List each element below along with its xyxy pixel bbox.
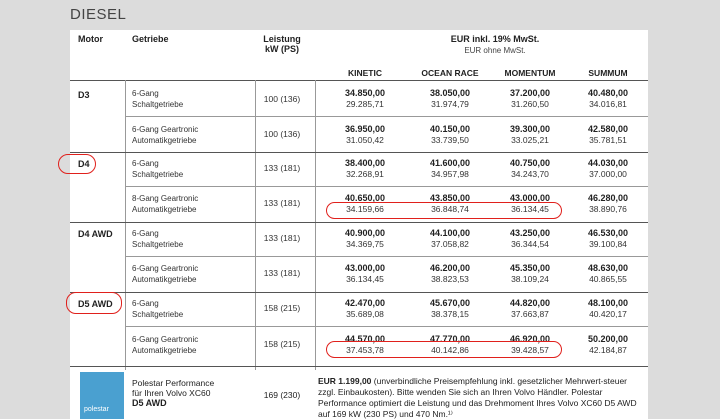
price-gross: 42.580,00 [587, 124, 629, 134]
gear-d4awd-manual [132, 228, 183, 250]
power: 133 (181) [263, 233, 301, 243]
annotation-oval-d5awd [66, 292, 122, 314]
header-leistung-unit: kW (PS) [264, 44, 299, 54]
gear-label: Schaltgetriebe [132, 310, 184, 319]
price-gross: 44.100,00 [429, 228, 471, 238]
gear-label: Schaltgetriebe [132, 100, 184, 109]
polestar-price-text [318, 376, 646, 419]
gear-label: Schaltgetriebe [132, 240, 184, 249]
price-net: 31.050,42 [346, 135, 384, 145]
price-cell [568, 158, 648, 180]
price-cell [568, 298, 648, 320]
price-net: 32.268,91 [346, 169, 384, 179]
price-cell [325, 158, 405, 180]
gear-label: Automatikgetriebe [132, 205, 197, 214]
price-net: 37.000,00 [589, 169, 627, 179]
price-net: 37.663,87 [511, 309, 549, 319]
price-cell [410, 228, 490, 250]
power: 100 (136) [263, 129, 301, 139]
price-gross: 48.630,00 [587, 263, 629, 273]
price-net: 35.781,51 [589, 135, 627, 145]
price-net: 40.865,55 [589, 274, 627, 284]
price-cell [410, 298, 490, 320]
gear-label: 6-Gang Geartronic [132, 264, 199, 273]
polestar-power: 169 (230) [263, 390, 301, 400]
polestar-description [132, 378, 214, 408]
price-gross: 34.850,00 [344, 88, 386, 98]
divider [70, 222, 648, 223]
price-net: 35.689,08 [346, 309, 384, 319]
gear-label: 6-Gang [132, 299, 159, 308]
gear-label: Automatikgetriebe [132, 346, 197, 355]
gear-label: 6-Gang [132, 159, 159, 168]
header-trim-momentum: MOMENTUM [504, 68, 556, 78]
gear-label: 6-Gang Geartronic [132, 335, 199, 344]
price-cell [490, 158, 570, 180]
price-net: 38.378,15 [431, 309, 469, 319]
price-cell [490, 263, 570, 285]
power: 100 (136) [263, 94, 301, 104]
polestar-price-desc: (unverbindliche Preisempfehlung inkl. gesetzlicher Mehrwert-steuer zzgl. Einbaukosten). Bitte wenden Sie sich an Ihren Volvo Händler. Polestar Performance optimiert die Leistung und das Drehmoment Ihres Volvo XC60 D5 AWD auf 169 kW (230 PS) und 470 Nm.¹⁾ [318, 376, 637, 419]
price-cell [490, 298, 570, 320]
price-net: 38.890,76 [589, 204, 627, 214]
price-cell [490, 228, 570, 250]
price-net: 39.100,84 [589, 239, 627, 249]
price-cell [325, 263, 405, 285]
price-cell [568, 263, 648, 285]
price-net: 38.109,24 [511, 274, 549, 284]
price-net: 31.260,50 [511, 99, 549, 109]
gear-d3-auto [132, 124, 198, 146]
price-table [70, 30, 648, 419]
page-title: DIESEL [70, 6, 127, 23]
price-cell [325, 298, 405, 320]
table-header [70, 30, 648, 80]
price-net: 34.369,75 [346, 239, 384, 249]
price-net: 31.974,79 [431, 99, 469, 109]
price-gross: 44.030,00 [587, 158, 629, 168]
gear-label: 8-Gang Geartronic [132, 194, 199, 203]
price-net: 38.823,53 [431, 274, 469, 284]
gear-d3-manual [132, 88, 183, 110]
price-cell [410, 263, 490, 285]
price-net: 39.428,57 [511, 345, 549, 355]
price-gross: 38.050,00 [429, 88, 471, 98]
price-cell [490, 88, 570, 110]
price-net: 29.285,71 [346, 99, 384, 109]
divider [125, 326, 648, 327]
price-gross: 40.150,00 [429, 124, 471, 134]
power: 158 (215) [263, 303, 301, 313]
divider [70, 366, 648, 367]
price-gross: 37.200,00 [509, 88, 551, 98]
annotation-oval-d5awd-net [326, 341, 562, 358]
header-eur-gross: EUR inkl. 19% MwSt. [450, 34, 540, 44]
gear-d5awd-manual [132, 298, 183, 320]
gear-d5awd-auto [132, 334, 198, 356]
divider [125, 256, 648, 257]
price-gross: 46.280,00 [587, 193, 629, 203]
motor-d3: D3 [78, 90, 90, 100]
price-gross: 39.300,00 [509, 124, 551, 134]
price-net: 36.134,45 [511, 204, 549, 214]
gear-d4-auto [132, 193, 198, 215]
gear-d4-manual [132, 158, 183, 180]
header-leistung [255, 34, 309, 54]
price-net: 37.453,78 [346, 345, 384, 355]
price-gross: 45.670,00 [429, 298, 471, 308]
divider [70, 292, 648, 293]
price-gross: 43.000,00 [344, 263, 386, 273]
price-gross: 47.770,00 [429, 334, 471, 344]
price-net: 34.243,70 [511, 169, 549, 179]
price-cell [568, 334, 648, 356]
price-gross: 38.400,00 [344, 158, 386, 168]
price-cell [568, 193, 648, 215]
price-gross: 43.000,00 [509, 193, 551, 203]
price-gross: 46.920,00 [509, 334, 551, 344]
price-net: 42.184,87 [589, 345, 627, 355]
price-net: 37.058,82 [431, 239, 469, 249]
header-eur [425, 34, 565, 55]
price-gross: 48.100,00 [587, 298, 629, 308]
price-cell [325, 88, 405, 110]
price-net: 34.016,81 [589, 99, 627, 109]
gear-label: Automatikgetriebe [132, 275, 197, 284]
price-net: 40.420,17 [589, 309, 627, 319]
header-getriebe: Getriebe [132, 34, 169, 44]
price-gross: 46.530,00 [587, 228, 629, 238]
price-gross: 40.750,00 [509, 158, 551, 168]
header-eur-net: EUR ohne MwSt. [464, 46, 526, 55]
price-cell [568, 88, 648, 110]
price-gross: 36.950,00 [344, 124, 386, 134]
motor-d4: D4 [78, 159, 90, 169]
price-net: 40.142,86 [431, 345, 469, 355]
divider [125, 116, 648, 117]
price-cell [568, 228, 648, 250]
power: 133 (181) [263, 163, 301, 173]
price-gross: 43.250,00 [509, 228, 551, 238]
price-cell [490, 124, 570, 146]
price-gross: 40.480,00 [587, 88, 629, 98]
motor-d5-awd: D5 AWD [78, 299, 113, 309]
annotation-oval-d4-net [326, 202, 562, 219]
price-net: 34.957,98 [431, 169, 469, 179]
header-motor: Motor [78, 34, 103, 44]
gear-label: 6-Gang [132, 229, 159, 238]
price-net: 36.848,74 [431, 204, 469, 214]
price-gross: 43.850,00 [429, 193, 471, 203]
power: 133 (181) [263, 198, 301, 208]
header-trim-ocean-race: OCEAN RACE [421, 68, 479, 78]
price-cell [325, 228, 405, 250]
price-gross: 40.650,00 [344, 193, 386, 203]
header-leistung-label: Leistung [263, 34, 301, 44]
price-net: 33.025,21 [511, 135, 549, 145]
power: 133 (181) [263, 268, 301, 278]
gear-label: 6-Gang [132, 89, 159, 98]
price-cell [410, 88, 490, 110]
polestar-logo [80, 372, 124, 419]
price-net: 36.134,45 [346, 274, 384, 284]
polestar-line: Polestar Performance [132, 378, 215, 388]
price-net: 36.344,54 [511, 239, 549, 249]
gear-label: Automatikgetriebe [132, 136, 197, 145]
gear-label: Schaltgetriebe [132, 170, 184, 179]
gear-d4awd-auto [132, 263, 198, 285]
price-cell [325, 124, 405, 146]
polestar-line: für Ihren Volvo XC60 [132, 388, 211, 398]
power: 158 (215) [263, 339, 301, 349]
price-net: 33.739,50 [431, 135, 469, 145]
price-gross: 41.600,00 [429, 158, 471, 168]
polestar-price: EUR 1.199,00 [318, 376, 372, 386]
price-gross: 40.900,00 [344, 228, 386, 238]
price-cell [568, 124, 648, 146]
price-gross: 45.350,00 [509, 263, 551, 273]
header-trim-summum: SUMMUM [588, 68, 628, 78]
price-gross: 46.200,00 [429, 263, 471, 273]
price-net: 34.159,66 [346, 204, 384, 214]
price-gross: 44.570,00 [344, 334, 386, 344]
price-gross: 50.200,00 [587, 334, 629, 344]
header-trim-kinetic: KINETIC [348, 68, 382, 78]
divider [125, 186, 648, 187]
divider [70, 152, 648, 153]
gear-label: 6-Gang Geartronic [132, 125, 199, 134]
price-cell [410, 158, 490, 180]
polestar-logo-text: polestar [84, 406, 109, 413]
polestar-model: D5 AWD [132, 398, 167, 408]
price-gross: 42.470,00 [344, 298, 386, 308]
price-cell [410, 124, 490, 146]
motor-d4-awd: D4 AWD [78, 229, 113, 239]
divider [70, 80, 648, 81]
price-gross: 44.820,00 [509, 298, 551, 308]
annotation-oval-d4 [58, 154, 96, 174]
